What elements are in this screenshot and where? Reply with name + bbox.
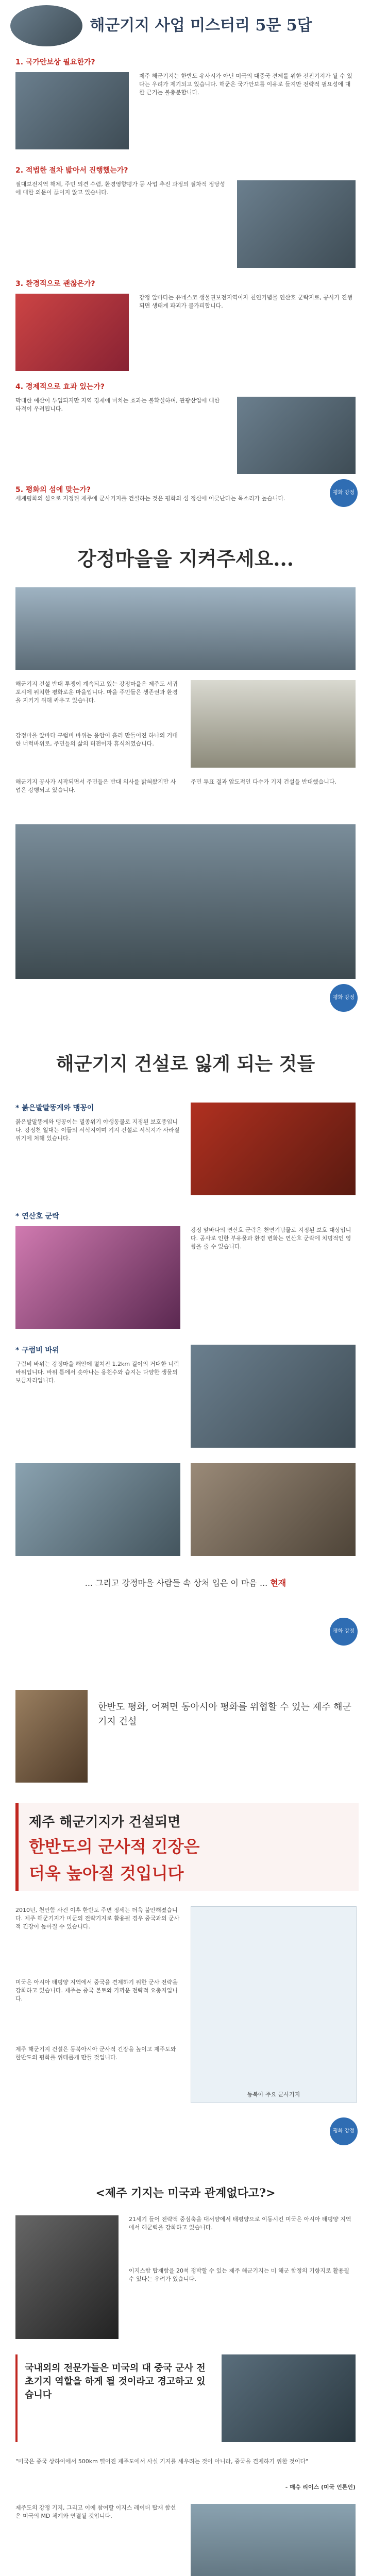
tension-paragraph-2: 미국은 아시아 태평양 지역에서 중국을 견제하기 위한 군사 전략을 강화하고 있습니다. 제주는 중국 본토와 가까운 전략적 요충지입니다. bbox=[15, 1979, 178, 2002]
crab-heading: * 붉은발말똥게와 맹꽁이 bbox=[15, 1104, 94, 1112]
coral-heading: * 연산호 군락 bbox=[15, 1212, 59, 1221]
header-photo bbox=[10, 5, 82, 46]
qa-section bbox=[0, 0, 371, 515]
us-relation-section bbox=[0, 2174, 371, 2576]
map-caption: 동북아 주요 군사기지 bbox=[247, 2091, 300, 2098]
qa-answer-5: 세계평화의 섬으로 지정된 제주에 군사기지를 건설하는 것은 평화의 섬 정신에 어긋난다는 목소리가 높습니다. bbox=[15, 495, 285, 502]
save-village-title: 강정마을을 지켜주세요... bbox=[77, 547, 294, 570]
village-paragraph-1: 해군기지 건설 반대 투쟁이 계속되고 있는 강정마을은 제주도 서귀포시에 위치한 평화로운 마을입니다. 마을 주민들은 생존권과 환경을 지키기 위해 싸우고 있습니다. bbox=[15, 681, 178, 704]
qa-answer-2: 절대보전지역 해제, 주민 의견 수렴, 환경영향평가 등 사업 추진 과정의 절차적 정당성에 대한 의문이 끊이지 않고 있습니다. bbox=[15, 181, 225, 196]
rock-photo bbox=[191, 1345, 356, 1448]
coastline-photo bbox=[15, 824, 356, 979]
qa-answer-4: 막대한 예산이 투입되지만 지역 경제에 미치는 효과는 불확실하며, 관광산업에 대한 타격이 우려됩니다. bbox=[15, 397, 220, 412]
fishermen-photo bbox=[15, 1463, 180, 1556]
qa-question-5: 5. 평화의 섬에 맞는가? bbox=[15, 486, 91, 494]
qa-question-4: 4. 경제적으로 효과 있는가? bbox=[15, 383, 105, 391]
expert-quote: "미국은 중국 상하이에서 500km 떨어진 제주도에서 사실 기지를 세우려는 것이 아니라, 중국을 견제하기 위한 것이다" bbox=[15, 2458, 309, 2465]
qa-item-4 bbox=[15, 381, 105, 392]
child-photo bbox=[15, 1690, 88, 1783]
expert-warning-box bbox=[15, 2354, 213, 2442]
tension-headline-box bbox=[15, 1803, 359, 1891]
tension-handwritten: 한반도 평화, 어쩌면 동아시아 평화를 위협할 수 있는 제주 해군기지 건설 bbox=[98, 1702, 351, 1727]
us-paragraph-3: 제주도의 강정 기지, 그리고 이에 참여할 이지스 레이더 탑재 함선은 미국의 MD 체계와 연결될 것입니다. bbox=[15, 2504, 176, 2519]
crab-text: 붉은발말똥게와 맹꽁이는 멸종위기 야생동물로 지정된 보호종입니다. 강정천 일대는 이들의 서식지이며 기지 건설로 서식지가 사라질 위기에 처해 있습니다. bbox=[15, 1118, 180, 1142]
tension-paragraph-3: 제주 해군기지 건설은 동북아시아 군사적 긴장을 높이고 제주도와 한반도의 평화를 위태롭게 만들 것입니다. bbox=[15, 2046, 176, 2061]
peace-seal-4: 평화 강정 bbox=[330, 2117, 358, 2145]
warship-photo bbox=[15, 2215, 119, 2339]
village-paragraph-3: 해군기지 공사가 시작되면서 주민들은 반대 의사를 밝혀왔지만 사업은 강행되고 있습니다. bbox=[15, 778, 176, 793]
tension-section bbox=[0, 1680, 371, 2159]
radar-photo bbox=[222, 2354, 356, 2442]
qa-question-3: 3. 환경적으로 괜찮은가? bbox=[15, 280, 95, 288]
losses-footer bbox=[15, 1577, 356, 1588]
village-panorama bbox=[15, 587, 356, 670]
qa-question-1: 1. 국가안보상 필요한가? bbox=[15, 58, 95, 66]
us-relation-title: <제주 기지는 미국과 관계없다고?> bbox=[95, 2187, 276, 2200]
statue-photo bbox=[191, 680, 356, 768]
rock-text: 구럼비 바위는 강정마을 해안에 펼쳐진 1.2km 길이의 거대한 너럭바위입니다. 바위 틈에서 솟아나는 용천수와 습지는 다양한 생물의 보금자리입니다. bbox=[15, 1361, 179, 1384]
region-map bbox=[191, 1906, 357, 2103]
ship-photo bbox=[15, 72, 129, 149]
village-paragraph-4: 주민 투표 결과 압도적인 다수가 기지 건설을 반대했습니다. bbox=[191, 778, 336, 785]
peace-seal: 평화 강정 bbox=[330, 479, 358, 507]
qa-answer-3: 강정 앞바다는 유네스코 생물권보전지역이자 천연기념물 연산호 군락지로, 공사가 진행되면 생태계 파괴가 불가피합니다. bbox=[139, 294, 353, 309]
protest-photo bbox=[237, 180, 356, 268]
construction-photo bbox=[191, 2504, 356, 2576]
village-paragraph-2: 강정마을 앞바다 구럼비 바위는 용암이 흘러 만들어진 하나의 거대한 너럭바위로, 주민들의 삶의 터전이자 휴식처였습니다. bbox=[15, 732, 178, 747]
qa-title: 해군기지 사업 미스터리 5문 5답 bbox=[90, 16, 312, 35]
tension-headline-red1: 한반도의 군사적 긴장은 bbox=[29, 1837, 200, 1856]
qa-item-1 bbox=[15, 57, 361, 67]
qa-item-5 bbox=[15, 484, 361, 503]
qa-item-2 bbox=[15, 165, 128, 175]
coast-photo bbox=[237, 397, 356, 474]
us-paragraph-1: 21세기 들어 전략적 중심축을 대서양에서 태평양으로 이동시킨 미국은 아시아 태평양 지역에서 해군력을 강화하고 있습니다. bbox=[129, 2216, 351, 2231]
tension-headline-black: 제주 해군기지가 건설되면 bbox=[29, 1815, 181, 1830]
qa-answer-1: 제주 해군기지는 한반도 유사시가 아닌 미국의 대중국 견제를 위한 전진기지가 될 수 있다는 우려가 제기되고 있습니다. 해군은 국가안보를 이유로 들지만 전략적 필요성에 대한 근거는 불충분합니다. bbox=[139, 73, 352, 96]
qa-question-2: 2. 적법한 절차 밟아서 진행했는가? bbox=[15, 166, 128, 175]
crab-photo bbox=[191, 1103, 356, 1195]
losses-footer-highlight: 현재 bbox=[270, 1578, 286, 1588]
losses-footer-text: ... 그리고 강정마을 사람들 속 상처 입은 이 마음 ... bbox=[85, 1578, 268, 1588]
expert-quote-source: - 매슈 리이스 (미국 언론인) bbox=[285, 2484, 356, 2490]
us-paragraph-2: 이지스함 탑재함을 20척 정박할 수 있는 제주 해군기지는 미 해군 함정의 기항지로 활용될 수 있다는 우려가 있습니다. bbox=[129, 2267, 349, 2282]
losses-title: 해군기지 건설로 잃게 되는 것들 bbox=[56, 1053, 315, 1075]
qa-item-3 bbox=[15, 278, 95, 289]
peace-seal-2: 평화 강정 bbox=[330, 984, 358, 1012]
coral-photo bbox=[15, 1226, 180, 1329]
coral-text: 강정 앞바다의 연산호 군락은 천연기념물로 지정된 보호 대상입니다. 공사로 인한 부유물과 환경 변화는 연산호 군락에 치명적인 영향을 줄 수 있습니다. bbox=[191, 1227, 351, 1250]
save-village-section bbox=[0, 536, 371, 1020]
tension-paragraph-1: 2010년, 천안함 사건 이후 한반도 주변 정세는 더욱 불안해졌습니다. 제주 해군기지가 미군의 전략기지로 활용될 경우 중국과의 군사적 긴장이 높아질 수 있습니다. bbox=[15, 1907, 180, 1930]
villagers-photo bbox=[191, 1463, 356, 1556]
chart-graphic bbox=[15, 294, 129, 371]
losses-section bbox=[0, 1036, 371, 1664]
peace-seal-3: 평화 강정 bbox=[330, 1618, 358, 1646]
rock-heading: * 구럼비 바위 bbox=[15, 1346, 59, 1354]
expert-warning-text: 국내외의 전문가들은 미국의 대 중국 군사 전초기지 역할을 하게 될 것이라고 경고하고 있습니다 bbox=[25, 2363, 206, 2400]
tension-headline-red2: 더욱 높아질 것입니다 bbox=[29, 1863, 184, 1883]
